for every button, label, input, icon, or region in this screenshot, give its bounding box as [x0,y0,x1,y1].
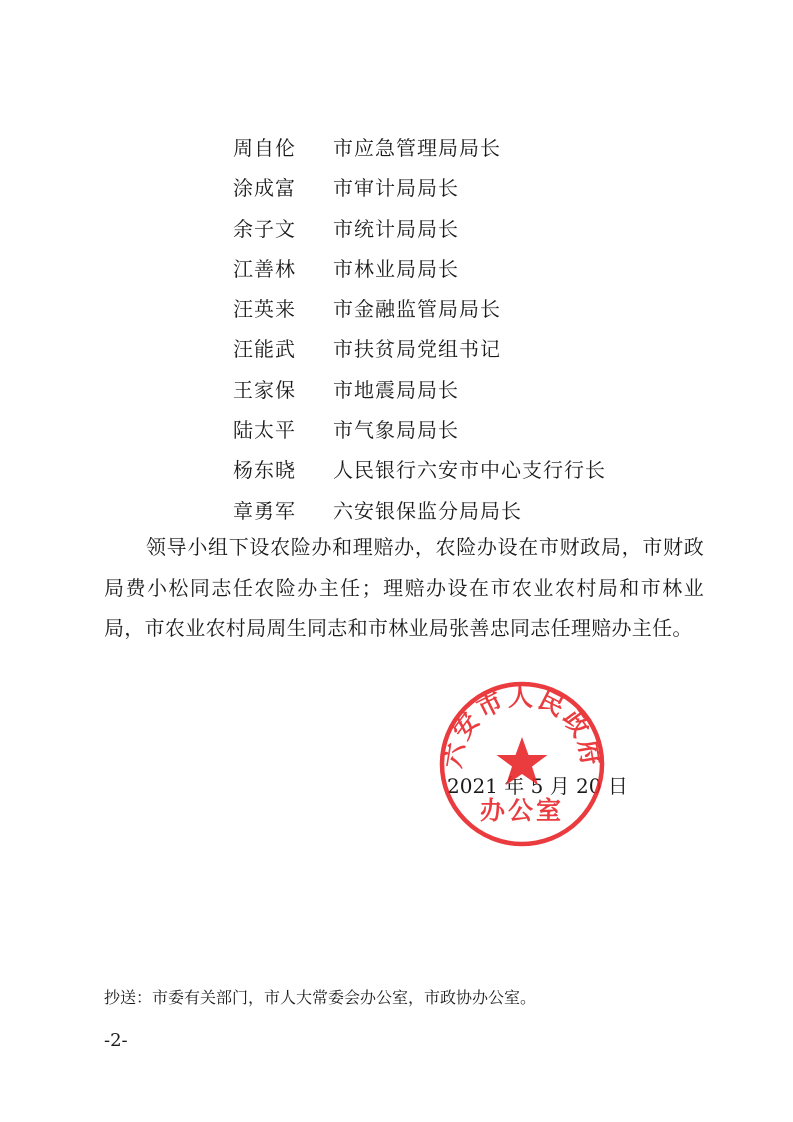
roster-row [233,168,606,208]
cc-line: 抄送：市委有关部门，市人大常委会办公室，市政协办公室。 [104,988,537,1007]
member-name: 汪能武 [233,337,296,362]
member-title: 人民银行六安市中心支行行长 [333,458,606,483]
body-paragraph: 领导小组下设农险办和理赔办，农险办设在市财政局，市财政局费小松同志任农险办主任；理赔办设在市农业农村局和市林业局，市农业农村局周生同志和市林业局张善忠同志任理赔办主任。 [104,535,704,640]
seal-star-icon [497,737,548,785]
roster-row [233,128,606,168]
roster-row [233,249,606,289]
seal-graphic [438,682,606,844]
seal-arc-textpath: 六安市人民政府 [437,682,607,771]
member-name: 汪英来 [233,297,296,322]
member-title: 市统计局局长 [333,216,459,241]
member-name: 江善林 [233,256,296,281]
roster-row [233,329,606,369]
roster-row [233,491,606,531]
member-title: 市扶贫局党组书记 [333,337,501,362]
issue-date: 2021 年 5 月 20 日 [447,774,628,798]
member-title: 市地震局局长 [333,377,459,402]
roster-row [233,410,606,450]
member-name: 章勇军 [233,498,296,523]
member-name: 余子文 [233,216,296,241]
member-name: 杨东晓 [233,458,296,483]
official-seal [437,679,607,849]
member-title: 市金融监管局局长 [333,297,501,322]
member-title: 市应急管理局局长 [333,136,501,160]
roster-row [233,450,606,490]
member-title: 市审计局局长 [333,176,459,201]
page-number: -2- [104,1030,128,1051]
member-title: 六安银保监分局局长 [333,498,522,523]
roster-row [233,209,606,249]
roster-row [233,289,606,329]
member-roster [233,128,606,531]
member-title: 市林业局局长 [333,256,459,281]
member-name: 陆太平 [233,418,296,443]
member-name: 王家保 [233,377,296,402]
member-title: 市气象局局长 [333,418,459,443]
seal-center-text: 办公室 [479,796,565,825]
member-name: 周自伦 [233,136,296,160]
roster-row [233,370,606,410]
member-name: 涂成富 [233,176,296,201]
